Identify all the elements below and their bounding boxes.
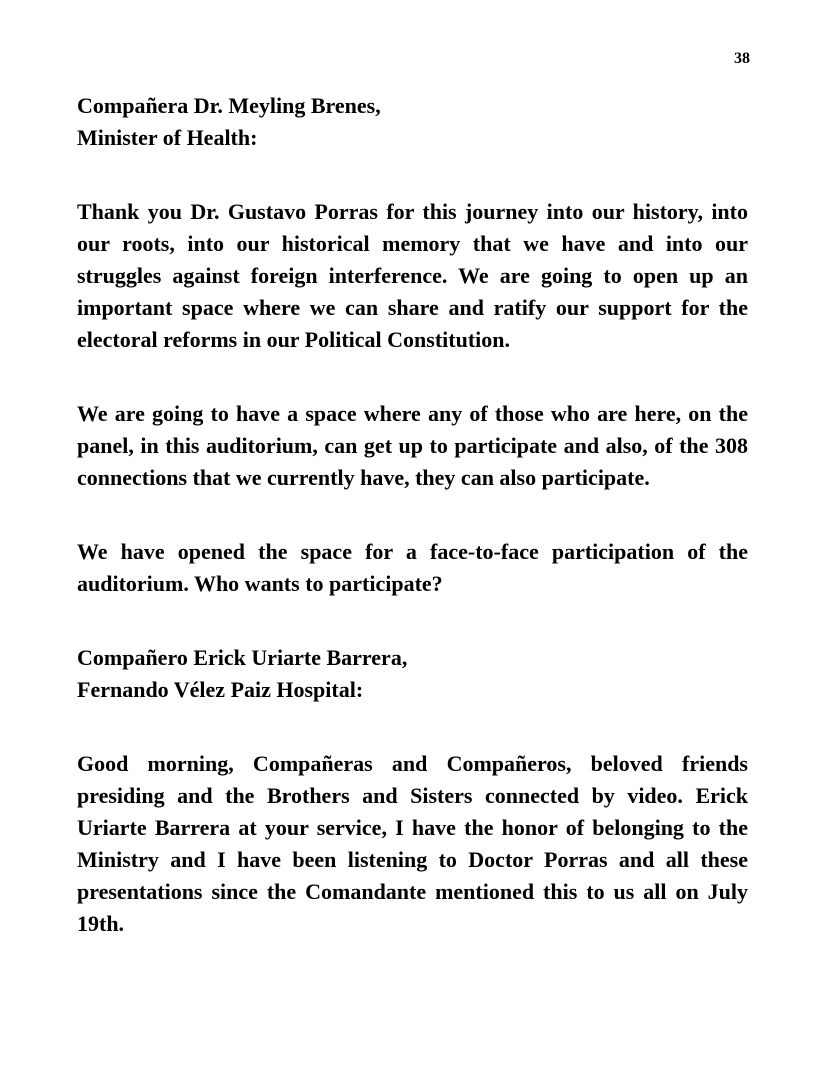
- speaker-title: Fernando Vélez Paiz Hospital:: [77, 677, 364, 702]
- paragraph-1: Thank you Dr. Gustavo Porras for this journey into our history, into our roots, into our historical memory that we have and into our struggles against foreign interference. We are going to open up an important space where we can share and ratify our support for the electoral reforms in our Political Constitution.: [77, 199, 748, 352]
- paragraph-3: We have opened the space for a face-to-face participation of the auditorium. Who wants to participate?: [77, 539, 748, 596]
- page-number: 38: [734, 50, 750, 67]
- speaker-title: Minister of Health:: [77, 125, 258, 150]
- speaker-name: Compañera Dr. Meyling Brenes,: [77, 93, 381, 118]
- speaker-heading-1: [77, 90, 748, 154]
- document-body: [77, 90, 748, 940]
- paragraph-2: We are going to have a space where any of those who are here, on the panel, in this auditorium, can get up to participate and also, of the 308 connections that we currently have, they can also participate.: [77, 401, 748, 490]
- speaker-name: Compañero Erick Uriarte Barrera,: [77, 645, 408, 670]
- speaker-heading-2: [77, 642, 748, 706]
- paragraph-4: Good morning, Compañeras and Compañeros, beloved friends presiding and the Brothers and Sisters connected by video. Erick Uriarte Barrera at your service, I have the honor of belonging to the Ministry and I have been listening to Doctor Porras and all these presentations since the Comandante mentioned this to us all on July 19th.: [77, 751, 748, 936]
